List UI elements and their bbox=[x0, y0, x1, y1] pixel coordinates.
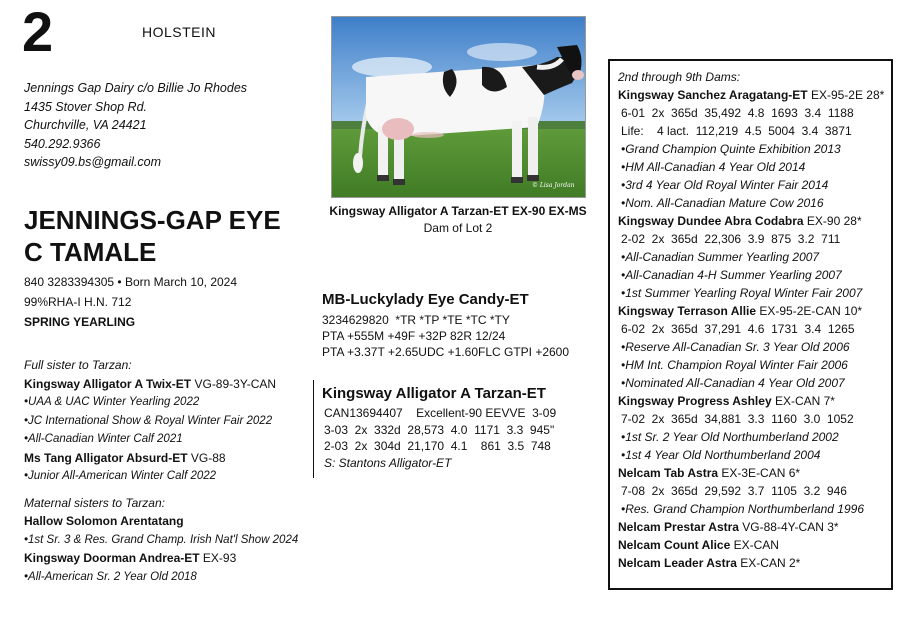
dam-entry bbox=[618, 392, 891, 410]
sister-score: VG-89-3Y-CAN bbox=[191, 376, 277, 391]
sire-name: MB-Luckylady Eye Candy-ET bbox=[322, 291, 529, 308]
sister-note: •JC International Show & Royal Winter Fair 2022 bbox=[24, 414, 273, 427]
sister-note: •Junior All-American Winter Calf 2022 bbox=[24, 470, 217, 482]
photo-caption-role: Dam of Lot 2 bbox=[423, 221, 493, 235]
show-class: SPRING YEARLING bbox=[24, 315, 136, 329]
dam-entry-name: Nelcam Tab Astra bbox=[618, 466, 719, 480]
consignor-phone: 540.292.9366 bbox=[24, 136, 101, 151]
sister-name: Hallow Solomon Arentatang bbox=[24, 514, 184, 528]
dam-record: 3-03 2x 332d 28,573 4.0 1171 3.3 945" bbox=[324, 422, 555, 437]
dam-entry-note: •1st Summer Yearling Royal Winter Fair 2007 bbox=[621, 286, 863, 300]
dam-entry-record: Life: 4 lact. 112,219 4.5 5004 3.4 3871 bbox=[621, 124, 852, 138]
dam-entry-note: •1st 4 Year Old Northumberland 2004 bbox=[621, 448, 821, 462]
dam-entry-name: Nelcam Prestar Astra bbox=[618, 520, 739, 534]
animal-info bbox=[24, 272, 237, 332]
dam-entry-name: Kingsway Sanchez Aragatang-ET bbox=[618, 88, 808, 102]
dam-entry-score: VG-88-4Y-CAN 3* bbox=[738, 520, 839, 534]
dam-entry-record: 2-02 2x 365d 22,306 3.9 875 3.2 711 bbox=[621, 232, 841, 246]
dam-entry-record: 7-08 2x 365d 29,592 3.7 1105 3.2 946 bbox=[621, 484, 847, 498]
consignor-line: Churchville, VA 24421 bbox=[24, 118, 147, 132]
sister-name: Kingsway Alligator A Twix-ET bbox=[24, 376, 192, 391]
dam-entry-note: •Nom. All-Canadian Mature Cow 2016 bbox=[621, 196, 824, 210]
dam-entry-name: Nelcam Count Alice bbox=[618, 538, 731, 552]
dam-entry-note: •HM Int. Champion Royal Winter Fair 2006 bbox=[621, 358, 848, 372]
sister-entry bbox=[24, 375, 324, 394]
dam-entry-score: EX-90 28* bbox=[803, 214, 862, 228]
sire-line: 3234629820 *TR *TP *TE *TC *TY bbox=[322, 313, 510, 327]
dam-entry bbox=[618, 554, 891, 572]
dam-entry-score: EX-3E-CAN 6* bbox=[718, 466, 801, 480]
dam-entry-note: •Res. Grand Champion Northumberland 1996 bbox=[621, 502, 864, 516]
dam-entry-note: •3rd 4 Year Old Royal Winter Fair 2014 bbox=[621, 178, 829, 192]
photo-credit: © Lisa Jordan bbox=[532, 182, 575, 189]
dam-entry-name: Kingsway Dundee Abra Codabra bbox=[618, 214, 804, 228]
dam-entry bbox=[618, 518, 891, 536]
sister-name: Kingsway Doorman Andrea-ET bbox=[24, 551, 200, 565]
dam-entry-score: EX-CAN 2* bbox=[736, 556, 801, 570]
dam-entry bbox=[618, 536, 891, 554]
dam-entry-note: •Reserve All-Canadian Sr. 3 Year Old 2006 bbox=[621, 340, 850, 354]
dam-entry-note: •All-Canadian Summer Yearling 2007 bbox=[621, 250, 820, 264]
photo-caption bbox=[310, 203, 606, 237]
dam-entry bbox=[618, 464, 891, 482]
animal-name-line2: C TAMALE bbox=[24, 237, 157, 267]
dam-entry-score: EX-CAN bbox=[730, 538, 779, 552]
sire-block bbox=[322, 291, 569, 360]
dam-entry-record: 7-02 2x 365d 34,881 3.3 1160 3.0 1052 bbox=[621, 412, 854, 426]
lot-number: 2 bbox=[22, 0, 54, 63]
dam-entry-score: EX-95-2E-CAN 10* bbox=[756, 304, 863, 318]
dams-box-header: 2nd through 9th Dams: bbox=[618, 70, 741, 84]
animal-name-line1: JENNINGS-GAP EYE bbox=[24, 205, 281, 235]
consignor-line: Jennings Gap Dairy c/o Billie Jo Rhodes bbox=[24, 81, 248, 95]
sisters-section bbox=[24, 356, 324, 586]
dam-photo bbox=[331, 16, 586, 198]
consignor-address bbox=[24, 79, 247, 172]
sire-line: PTA +3.37T +2.65UDC +1.60FLC GTPI +2600 bbox=[322, 345, 570, 359]
sister-entry bbox=[24, 512, 324, 531]
dam-entry-name: Kingsway Progress Ashley bbox=[618, 394, 772, 408]
dam-entry-name: Nelcam Leader Astra bbox=[618, 556, 737, 570]
dam-entry-score: EX-95-2E 28* bbox=[807, 88, 885, 102]
sister-note: •1st Sr. 3 & Res. Grand Champ. Irish Nat'l Show 2024 bbox=[24, 533, 299, 546]
dams-box bbox=[608, 59, 893, 590]
dam-entry-score: EX-CAN 7* bbox=[771, 394, 835, 408]
sire-line: PTA +555M +49F +32P 82R 12/24 bbox=[322, 329, 506, 343]
cow-photo-illustration bbox=[332, 17, 586, 198]
dam-entry-note: •Nominated All-Canadian 4 Year Old 2007 bbox=[621, 376, 845, 390]
maternal-sister-header: Maternal sisters to Tarzan: bbox=[24, 495, 165, 510]
sister-name: Ms Tang Alligator Absurd-ET bbox=[24, 450, 188, 465]
dam-sire: S: Stantons Alligator-ET bbox=[324, 455, 452, 470]
dam-entry-record: 6-02 2x 365d 37,291 4.6 1731 3.4 1265 bbox=[621, 322, 855, 336]
sister-entry bbox=[24, 549, 324, 568]
full-sister-header: Full sister to Tarzan: bbox=[24, 358, 132, 372]
dam-entry bbox=[618, 86, 891, 104]
sister-score: EX-93 bbox=[199, 551, 237, 565]
sister-score: VG-88 bbox=[187, 450, 226, 465]
dam-entry-record: 6-01 2x 365d 35,492 4.8 1693 3.4 1188 bbox=[621, 106, 854, 120]
sister-note: •All-Canadian Winter Calf 2021 bbox=[24, 433, 183, 445]
photo-caption-name: Kingsway Alligator A Tarzan-ET EX-90 EX-MS bbox=[329, 204, 587, 218]
dam-record: 2-03 2x 304d 21,170 4.1 861 3.5 748 bbox=[324, 439, 551, 453]
dam-entry-name: Kingsway Terrason Allie bbox=[618, 304, 757, 318]
dam-entry bbox=[618, 302, 891, 320]
dam-block bbox=[324, 385, 556, 471]
dam-name: Kingsway Alligator A Tarzan-ET bbox=[322, 385, 546, 402]
dam-line: CAN13694407 Excellent-90 EEVVE 3-09 bbox=[324, 406, 557, 420]
sister-entry bbox=[24, 449, 324, 468]
dam-entry-note: •All-Canadian 4-H Summer Yearling 2007 bbox=[621, 268, 842, 282]
dam-entry-note: •HM All-Canadian 4 Year Old 2014 bbox=[621, 160, 806, 174]
dam-entry-note: •1st Sr. 2 Year Old Northumberland 2002 bbox=[621, 430, 839, 444]
pedigree-bracket-line bbox=[313, 380, 314, 478]
sister-note: •UAA & UAC Winter Yearling 2022 bbox=[24, 396, 200, 408]
breed-label: HOLSTEIN bbox=[142, 24, 217, 40]
rha-hn: 99%RHA-I H.N. 712 bbox=[24, 295, 132, 309]
consignor-email[interactable]: swissy09.bs@gmail.com bbox=[24, 155, 162, 169]
dam-entry bbox=[618, 212, 891, 230]
registration-birth: 840 3283394305 • Born March 10, 2024 bbox=[24, 275, 238, 289]
consignor-line: 1435 Stover Shop Rd. bbox=[24, 99, 147, 114]
dam-entry-note: •Grand Champion Quinte Exhibition 2013 bbox=[621, 142, 841, 156]
animal-name bbox=[24, 204, 314, 268]
sister-note: •All-American Sr. 2 Year Old 2018 bbox=[24, 570, 197, 583]
